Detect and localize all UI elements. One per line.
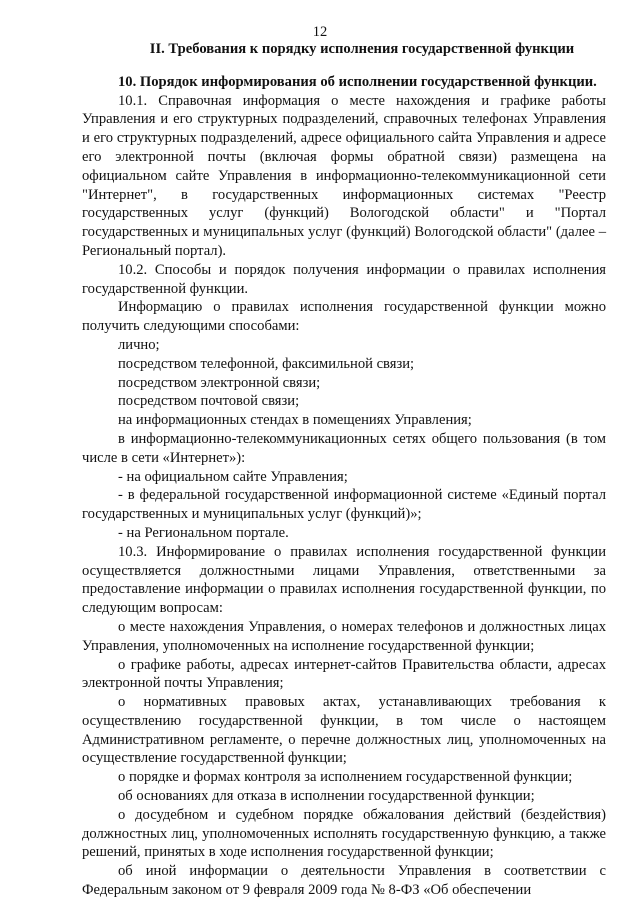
paragraph-10-3: 10.3. Информирование о правилах исполнения государственной функции осуществляется должностными лицами Управления, ответственными за предоставление информации о правилах исполнения государственной функции, по следующим вопросам:	[82, 543, 606, 617]
list-item: в информационно-телекоммуникационных сетях общего пользования (в том числе в сети «Интернет»):	[82, 430, 606, 466]
list-item: о нормативных правовых актах, устанавливающих требования к осуществлению государственной функции, в том числе о настоящем Административном регламенте, о перечне должностных лиц, уполномоченных на осуществление государственной функции;	[82, 694, 606, 767]
list-item: - на Региональном портале.	[118, 524, 289, 541]
article-title: 10. Порядок информирования об исполнении государственной функции.	[118, 73, 597, 90]
list-item: на информационных стендах в помещениях Управления;	[118, 412, 472, 429]
page-number: 12	[312, 24, 328, 40]
list-item: о месте нахождения Управления, о номерах телефонов и должностных лицах Управления, уполномоченных на исполнение государственной функции;	[82, 618, 606, 654]
list-item: посредством электронной связи;	[118, 374, 321, 391]
list-item: о досудебном и судебном порядке обжалования действий (бездействия) должностных лиц, уполномоченных исполнять государственную функцию, а также решений, принятых в ходе исполнения государственной функции;	[82, 806, 606, 861]
list-item: посредством почтовой связи;	[118, 393, 300, 410]
list-item: об иной информации о деятельности Управления в соответствии с Федеральным законом от 9 февраля 2009 года № 8-ФЗ «Об обеспечении	[82, 863, 606, 899]
list-item: о порядке и формах контроля за исполнением государственной функции;	[118, 769, 573, 786]
list-item: об основаниях для отказа в исполнении государственной функции;	[118, 788, 535, 805]
section-title: II. Требования к порядку исполнения государственной функции	[149, 41, 575, 57]
list-item: - на официальном сайте Управления;	[118, 468, 348, 485]
paragraph-methods-intro: Информацию о правилах исполнения государственной функции можно получить следующими способами:	[82, 299, 606, 335]
list-item: лично;	[118, 336, 160, 353]
list-item: посредством телефонной, факсимильной связи;	[118, 355, 415, 372]
paragraph-10-1: 10.1. Справочная информация о месте нахождения и графике работы Управления и его структурных подразделений, справочных телефонах Управления и его структурных подразделений, адресе официального сайта Управления и адресе его электронной почты (включая формы обратной связи) размещена на официальном сайте Управления в информационно-телекоммуникационной сети "Интернет", в государственных информационных системах "Реестр государственных услуг (функций) Вологодской области" и "Портал государственных и муниципальных услуг (функций) Вологодской области" (далее – Региональный портал).	[82, 92, 606, 259]
document-body	[82, 40, 606, 900]
list-item: - в федеральной государственной информационной системе «Единый портал государственных и муниципальных услуг (функций)»;	[82, 487, 606, 523]
list-item: о графике работы, адресах интернет-сайтов Правительства области, адресах электронной почты Управления;	[82, 656, 606, 692]
paragraph-10-2: 10.2. Способы и порядок получения информации о правилах исполнения государственной функции.	[82, 261, 606, 297]
